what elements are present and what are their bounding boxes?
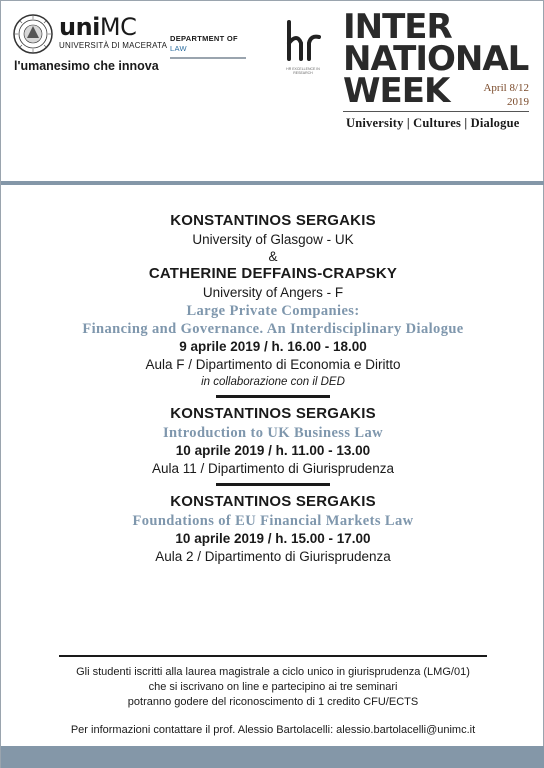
seminar-1 (1, 211, 544, 390)
hr-excellence-logo-icon (281, 19, 325, 71)
iw-year: 2019 (507, 96, 529, 108)
iw-title-line-1: INTER (343, 7, 452, 47)
speaker-affiliation: University of Glasgow - UK (192, 232, 354, 247)
iw-dates: April 8/12 (483, 82, 529, 94)
speaker-name: KONSTANTINOS SERGAKIS (170, 212, 376, 229)
seminar-collaboration-note: in collaborazione con il DED (201, 376, 345, 388)
seminar-title: Introduction to UK Business Law (162, 425, 383, 441)
seminar-location: Aula 2 / Dipartimento di Giurisprudenza (155, 549, 391, 564)
footer-divider (59, 655, 487, 657)
logo-bold-text: uni (59, 13, 100, 41)
unimc-logo (59, 15, 136, 39)
seminar-datetime: 10 aprile 2019 / h. 11.00 - 13.00 (175, 443, 371, 458)
seminar-divider (216, 395, 330, 398)
poster-header (1, 1, 544, 181)
credit-notice-line-2: che si iscrivano on line e partecipino ai tre seminari (148, 681, 398, 693)
department-label (170, 34, 246, 59)
bottom-color-band (1, 746, 544, 768)
seminar-location: Aula F / Dipartimento di Economia e Diritto (145, 357, 401, 372)
credit-notice (1, 665, 544, 710)
top-color-band (1, 181, 544, 185)
university-seal-icon (13, 14, 53, 54)
logo-light-text: MC (99, 13, 137, 41)
seminar-title-line-2: Financing and Governance. An Interdisciplinary Dialogue (82, 321, 464, 337)
seminar-title: Foundations of EU Financial Markets Law (132, 513, 414, 529)
international-week-dates (453, 81, 529, 109)
department-divider (170, 57, 246, 59)
seminar-title-line-1: Large Private Companies: (186, 303, 360, 319)
iw-tagline: University | Cultures | Dialogue (346, 116, 520, 130)
speaker-connector: & (268, 249, 278, 264)
hr-logo-caption: HR EXCELLENCE IN RESEARCH (286, 67, 320, 75)
seminar-datetime: 10 aprile 2019 / h. 15.00 - 17.00 (175, 531, 371, 546)
iw-title-line-3: WEEK (343, 71, 450, 111)
department-name: LAW (170, 44, 187, 53)
speaker-affiliation: University of Angers - F (202, 285, 344, 300)
seminar-divider (216, 483, 330, 486)
university-motto: l'umanesimo che innova (14, 59, 159, 73)
seminar-datetime: 9 aprile 2019 / h. 16.00 - 18.00 (179, 339, 367, 354)
contact-info: Per informazioni contattare il prof. Alessio Bartolacelli: alessio.bartolacelli@unimc.it (70, 724, 476, 736)
department-title: DEPARTMENT OF (170, 34, 238, 43)
credit-notice-line-1: Gli studenti iscritti alla laurea magistrale a ciclo unico in giurisprudenza (LMG/01) (76, 666, 470, 678)
iw-title-line-2: NATIONAL (343, 39, 529, 79)
speaker-name: KONSTANTINOS SERGAKIS (170, 405, 376, 422)
speaker-name: KONSTANTINOS SERGAKIS (170, 493, 376, 510)
seminar-3 (1, 492, 544, 566)
university-name: UNIVERSITÀ DI MACERATA (59, 41, 168, 50)
seminar-2 (1, 404, 544, 478)
seminar-location: Aula 11 / Dipartimento di Giurisprudenza (151, 461, 395, 476)
seminar-list (1, 211, 544, 566)
speaker-name: CATHERINE DEFFAINS-CRAPSKY (148, 265, 398, 282)
iw-divider (343, 111, 529, 112)
credit-notice-line-3: potranno godere del riconoscimento di 1 credito CFU/ECTS (127, 696, 419, 708)
